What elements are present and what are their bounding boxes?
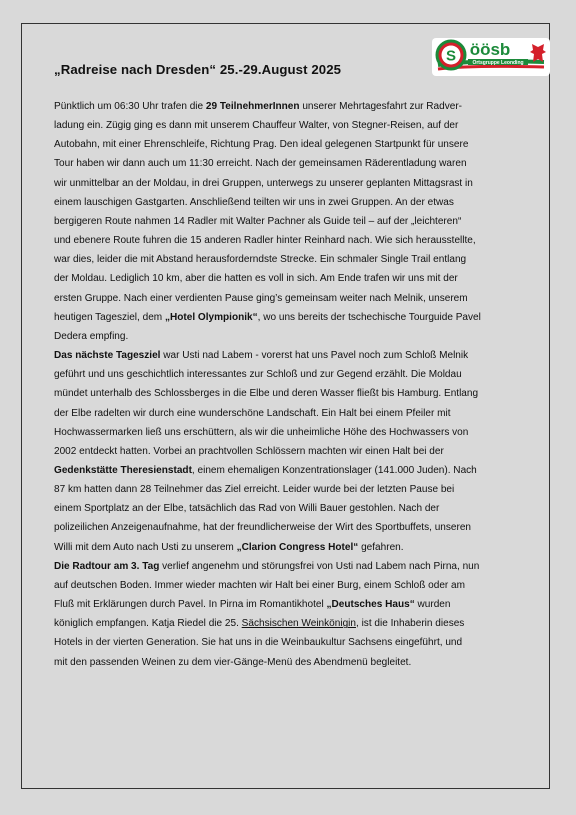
text-line <box>54 614 517 633</box>
text-line <box>54 480 517 499</box>
text-line <box>54 442 517 461</box>
text-line <box>54 250 517 269</box>
text-line <box>54 174 517 193</box>
text-segment: unserer Mehrtagesfahrt zur Radver- <box>299 101 463 112</box>
text-line <box>54 518 517 537</box>
text-segment: war Usti nad Labem - vorerst hat uns Pavel noch zum Schloß Melnik <box>160 350 469 362</box>
text-segment: polizeilichen Anzeigenaufnahme, hat der freundlicherweise der Wirt des Sportbuffets, unseren <box>54 522 472 534</box>
text-line <box>54 384 517 403</box>
text-segment: einem lauschigen Gastgarten. Anschließend teilten wir uns in zwei Gruppen. An der etwas <box>54 196 454 208</box>
text-line <box>54 365 517 384</box>
text-segment: Willi mit dem Auto nach Usti zu unserem <box>54 541 237 553</box>
text-line <box>54 231 517 250</box>
text-segment: der Moldau. Lediglich 10 km, aber die hatten es voll in sich. Am Ende trafen wir uns mit der <box>54 273 458 285</box>
text-line <box>54 154 517 173</box>
text-line <box>54 193 517 212</box>
text-segment: heutigen Tagesziel, dem <box>54 311 165 323</box>
text-line <box>54 595 517 614</box>
paragraph-1 <box>54 97 517 346</box>
text-segment: wurden <box>414 599 451 611</box>
text-line <box>54 557 517 576</box>
bold-text: Das nächste Tagesziel <box>54 350 161 362</box>
text-line <box>54 499 517 518</box>
text-segment: mündet unterhalb des Schlossberges in die Elbe und deren Wasser fließt bis Hamburg. Entlang <box>54 388 479 400</box>
bold-text: „Clarion Congress Hotel“ <box>236 541 359 553</box>
text-line <box>54 289 517 308</box>
text-segment: , wo uns bereits der tschechische Tourguide Pavel <box>257 311 481 323</box>
text-line <box>54 308 517 327</box>
paragraph-3 <box>54 557 517 672</box>
text-line <box>54 633 517 652</box>
bold-text: Die Radtour am 3. Tag <box>54 560 160 572</box>
text-segment: bergigeren Route nahmen 14 Radler mit Walter Pachner als Guide teil – auf der „leichteren“ <box>54 215 462 227</box>
text-line <box>54 653 517 672</box>
text-segment: Autobahn, mit einer Ehrenschleife, Richtung Prag. Den ideal gelegenen Startpunkt für unsere <box>54 139 469 151</box>
underlined-text: Sächsischen Weinkönigin <box>241 618 356 630</box>
text-line <box>54 269 517 288</box>
text-segment: Tour haben wir dann auch um 11:30 erreicht. Nach der gemeinsamen Räderentladung waren <box>54 158 467 170</box>
text-segment: ersten Gruppe. Nach einer verdienten Pause ging’s gemeinsam weiter nach Melnik, unserem <box>54 292 468 304</box>
logo-subtitle: Ortsgruppe Leonding <box>472 60 524 66</box>
text-line <box>54 576 517 595</box>
text-segment: wir unmittelbar an der Moldau, in drei Gruppen, unterwegs zu unserer geplanten Mittagsrast in <box>54 177 473 189</box>
text-segment: ladung ein. Zügig ging es dann mit unserem Chauffeur Walter, von Stegner-Reisen, auf der <box>54 120 459 132</box>
text-segment: 2002 entdeckt hatten. Vorbei an prachtvollen Schlössern machten wir einen Halt bei der <box>54 445 444 457</box>
text-segment: Pünktlich um 06:30 Uhr trafen die <box>54 101 206 112</box>
text-segment: Dedera empfing. <box>54 330 129 342</box>
club-logo <box>432 38 550 76</box>
text-segment: königlich empfangen. Katja Riedel die 25. <box>54 618 242 630</box>
logo-brand-text: öösb <box>469 40 511 59</box>
text-segment: und ebenere Route fuhren die 15 anderen Radler hinter Reinhard nach. Wie sich herausstellte, <box>54 235 476 247</box>
text-line <box>54 404 517 423</box>
text-line <box>54 538 517 557</box>
club-logo-graphic <box>432 38 550 76</box>
text-line <box>54 212 517 231</box>
text-segment: gefahren. <box>358 541 404 553</box>
text-segment: war dies, leider die mit Abstand herausforderndste Strecke. Ein schmaler Single Trail entlang <box>54 254 467 266</box>
text-segment: der Elbe radelten wir durch eine wunderschöne Landschaft. Ein Halt bei einem Pfeiler mit <box>54 407 451 419</box>
text-line <box>54 116 517 135</box>
text-segment: mit den passenden Weinen zu dem vier-Gänge-Menü des Abendmenü begleitet. <box>54 656 412 668</box>
text-segment: verlief angenehm und störungsfrei von Usti nad Labem nach Pirna, nun <box>159 560 480 572</box>
text-segment: geführt und uns geschichtlich interessantes zur Schloß und zur Gegend erzählt. Die Moldau <box>54 369 462 381</box>
text-line <box>54 135 517 154</box>
article-title: „Radreise nach Dresden“ 25.-29.August 2025 <box>54 62 342 77</box>
logo-letter: S <box>445 47 457 65</box>
article-body <box>54 97 517 672</box>
bold-text: 29 TeilnehmerInnen <box>205 101 300 112</box>
text-line <box>54 97 517 116</box>
text-line <box>54 346 517 365</box>
text-line <box>54 423 517 442</box>
bold-text: Gedenkstätte Theresienstadt <box>54 464 192 476</box>
text-line <box>54 327 517 346</box>
text-segment: , ist die Inhaberin dieses <box>355 618 465 630</box>
text-segment: Hochwassermarken ließ uns erschüttern, als wir die unheimliche Höhe des Hochwassers von <box>54 426 469 438</box>
text-line <box>54 461 517 480</box>
paragraph-2 <box>54 346 517 557</box>
text-segment: einem Sportplatz an der Elbe, tatsächlich das Rad von Willi Bauer gestohlen. Nach der <box>54 503 440 515</box>
text-segment: Hotels in der vierten Generation. Sie hat uns in die Weinbaukultur Sachsens eingeführt, und <box>54 637 463 649</box>
bold-text: „Hotel Olympionik“ <box>164 311 258 323</box>
bold-text: „Deutsches Haus“ <box>326 599 415 611</box>
text-segment: Fluß mit Erklärungen durch Pavel. In Pirna im Romantikhotel <box>54 599 327 611</box>
text-segment: auf deutschen Boden. Immer wieder machten wir Halt bei einer Burg, einem Schloß oder am <box>54 579 466 591</box>
text-segment: 87 km hatten dann 28 Teilnehmer das Ziel erreicht. Leider wurde bei der letzten Pause bei <box>54 484 455 496</box>
text-segment: , einem ehemaligen Konzentrationslager (141.000 Juden). Nach <box>191 464 477 476</box>
